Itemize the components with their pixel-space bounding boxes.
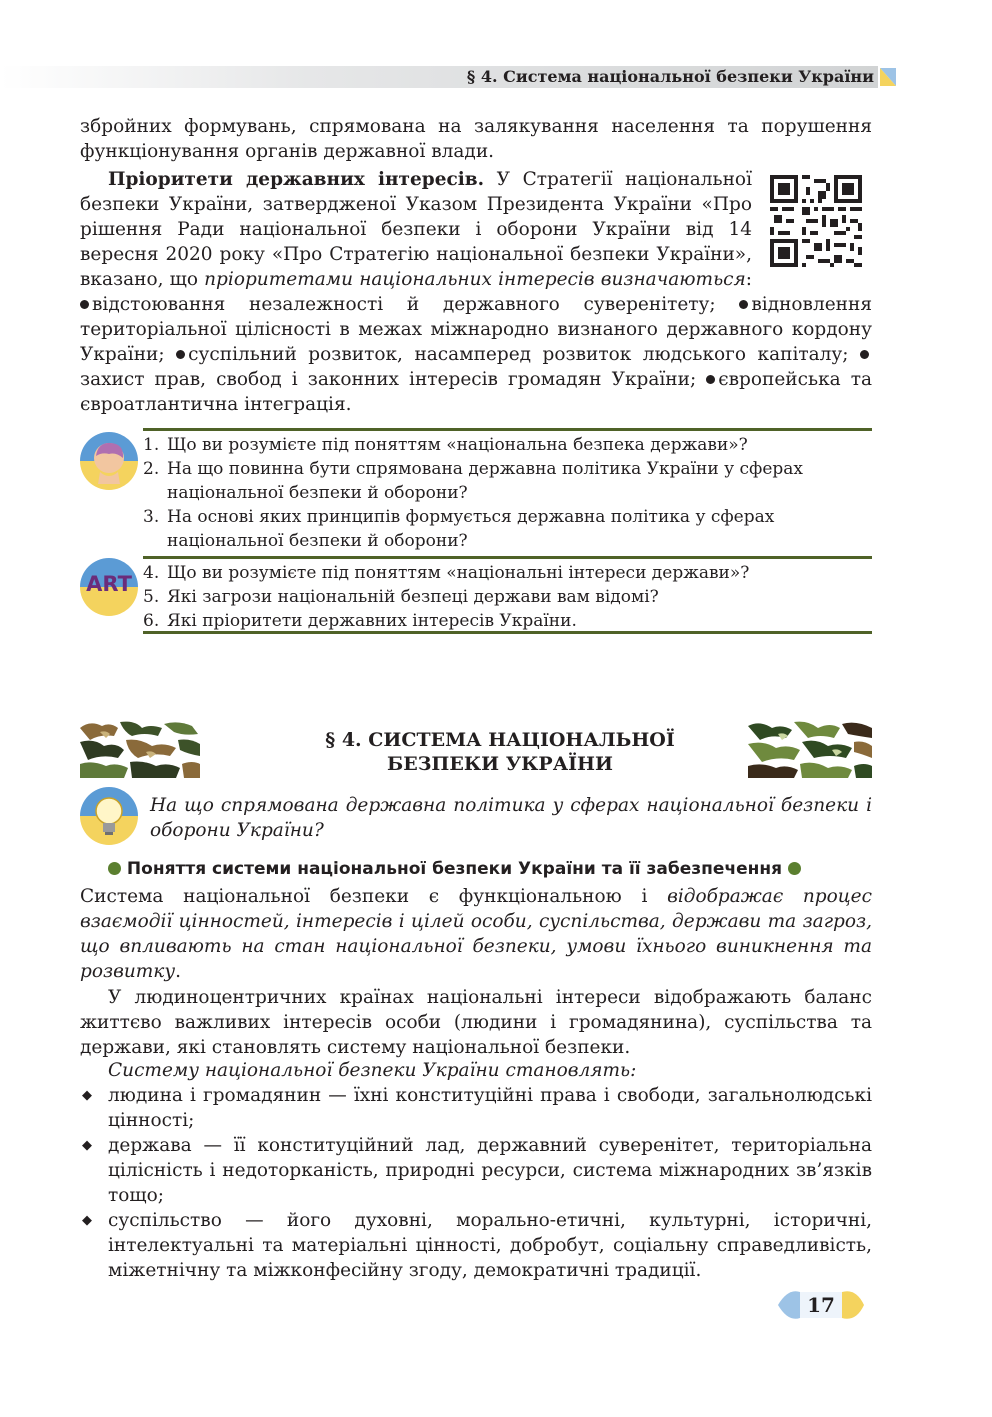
diamond-bullet-icon: ◆ [82, 1213, 92, 1228]
bullet-dot-icon [860, 350, 869, 359]
art-icon [80, 558, 138, 616]
priorities-colon: : [745, 269, 752, 290]
priority-item: європейська та євроатлантична інтеграція. [80, 369, 872, 415]
green-bullet-icon [108, 862, 121, 875]
subheading-text: Поняття системи національної безпеки України та її забезпечення [126, 859, 783, 879]
diamond-bullet-icon: ◆ [82, 1138, 92, 1153]
paragraph-human-centric: У людиноцентричних країнах національні інтереси відображають баланс життєво важливих інтересів особи (людини і громадянина), суспільства та держави, які становлять систему національної безпеки. [80, 987, 872, 1058]
questions-middle-rule [143, 556, 872, 559]
priorities-italic: пріоритетами національних інтересів визначаються [204, 269, 746, 290]
section-title-line2: БЕЗПЕКИ УКРАЇНИ [387, 753, 613, 775]
question-text: Що ви розумієте під поняттям «національна безпека держави»? [167, 435, 748, 455]
question-number: 4. [143, 563, 160, 583]
questions-top-rule [143, 428, 872, 431]
question-text: Які пріоритети державних інтересів України. [167, 611, 577, 631]
subheading [108, 857, 801, 881]
paragraph-terrorism-end: збройних формувань, спрямована на залякування населення та порушення функціонування органів державної влади. [80, 116, 872, 162]
priority-item: суспільний розвиток, насамперед розвиток людського капіталу; [188, 344, 860, 365]
camouflage-right-icon [748, 720, 872, 778]
questions-bottom-rule [143, 631, 872, 634]
page-number: 17 [807, 1293, 835, 1317]
bullet-dot-icon [176, 350, 185, 359]
list-lead: Систему національної безпеки України становлять: [108, 1060, 637, 1081]
question-number: 2. [143, 459, 160, 479]
question-item [143, 561, 872, 585]
list-item-state: держава — її конституційний лад, державний суверенітет, територіальна цілісність і недоторканість, природні ресурси, система міжнародних зв’язків тощо; [108, 1135, 872, 1206]
list-item-human: людина і громадянин — їхні конституційні права і свободи, загальнолюдські цінності; [108, 1085, 872, 1131]
question-item [143, 457, 872, 505]
question-number: 6. [143, 611, 160, 631]
question-item [143, 585, 872, 609]
qr-spacer [752, 167, 872, 291]
system-period: . [175, 961, 181, 982]
intro-question: На що спрямована державна політика у сферах національної безпеки і оборони України? [150, 795, 872, 841]
corner-decoration-icon [880, 68, 896, 86]
camouflage-left-icon [80, 720, 200, 778]
question-text: На що повинна бути спрямована державна політика України у сферах національної безпеки й оборони? [167, 459, 803, 503]
questions-group-a [143, 433, 872, 553]
art-icon-label: ART [86, 572, 132, 596]
bullet-dot-icon [80, 300, 89, 309]
light-bulb-icon [80, 787, 138, 845]
question-number: 1. [143, 435, 160, 455]
section-title-line1: § 4. СИСТЕМА НАЦІОНАЛЬНОЇ [325, 729, 675, 751]
page-number-badge [778, 1288, 864, 1322]
running-title: § 4. Система національної безпеки України [466, 67, 874, 86]
question-item [143, 609, 872, 633]
bullet-dot-icon [739, 300, 748, 309]
system-italic: відображає процес взаємодії цінностей, інтересів і цілей особи, суспільства, держави та загроз, що впливають на стан національної безпеки, умови їхнього виникнення та розвитку [80, 886, 872, 982]
bullet-dot-icon [706, 375, 715, 384]
paragraph-priorities [80, 167, 872, 417]
priorities-heading: Пріоритети державних інтересів. [108, 169, 485, 190]
question-text: На основі яких принципів формується державна політика у сферах національної безпеки й оборони? [167, 507, 775, 551]
list-item-society: суспільство — його духовні, морально-етичні, культурні, історичні, інтелектуальні та матеріальні цінності, добробут, соціальну справедливість, міжетнічну та міжконфесійну згоду, демократичні традиції. [108, 1210, 872, 1281]
paragraph-system [80, 884, 872, 984]
brain-head-icon [80, 432, 138, 490]
system-text: Система національної безпеки є функціональною і [80, 886, 668, 907]
question-number: 3. [143, 507, 160, 527]
priorities-text: У Стратегії національної безпеки України, затвердженої Указом Президента України «Про рішення Ради національної безпеки і оборони України від 14 вересня 2020 року «Про Стратегію національної безпеки України», вказано, що [80, 169, 752, 290]
question-text: Які загрози національній безпеці держави вам відомі? [167, 587, 659, 607]
diamond-bullet-icon: ◆ [82, 1088, 92, 1103]
questions-group-b [143, 561, 872, 633]
question-text: Що ви розумієте під поняттям «національні інтереси держави»? [167, 563, 750, 583]
priority-item: захист прав, свобод і законних інтересів громадян України; [80, 369, 707, 390]
priority-item: відновлення територіальної цілісності в межах міжнародно визнаного державного кордону України; [80, 294, 872, 365]
question-item [143, 505, 872, 553]
question-number: 5. [143, 587, 160, 607]
question-item [143, 433, 872, 457]
green-bullet-icon [788, 862, 801, 875]
priority-item: відстоювання незалежності й державного суверенітету; [92, 294, 740, 315]
